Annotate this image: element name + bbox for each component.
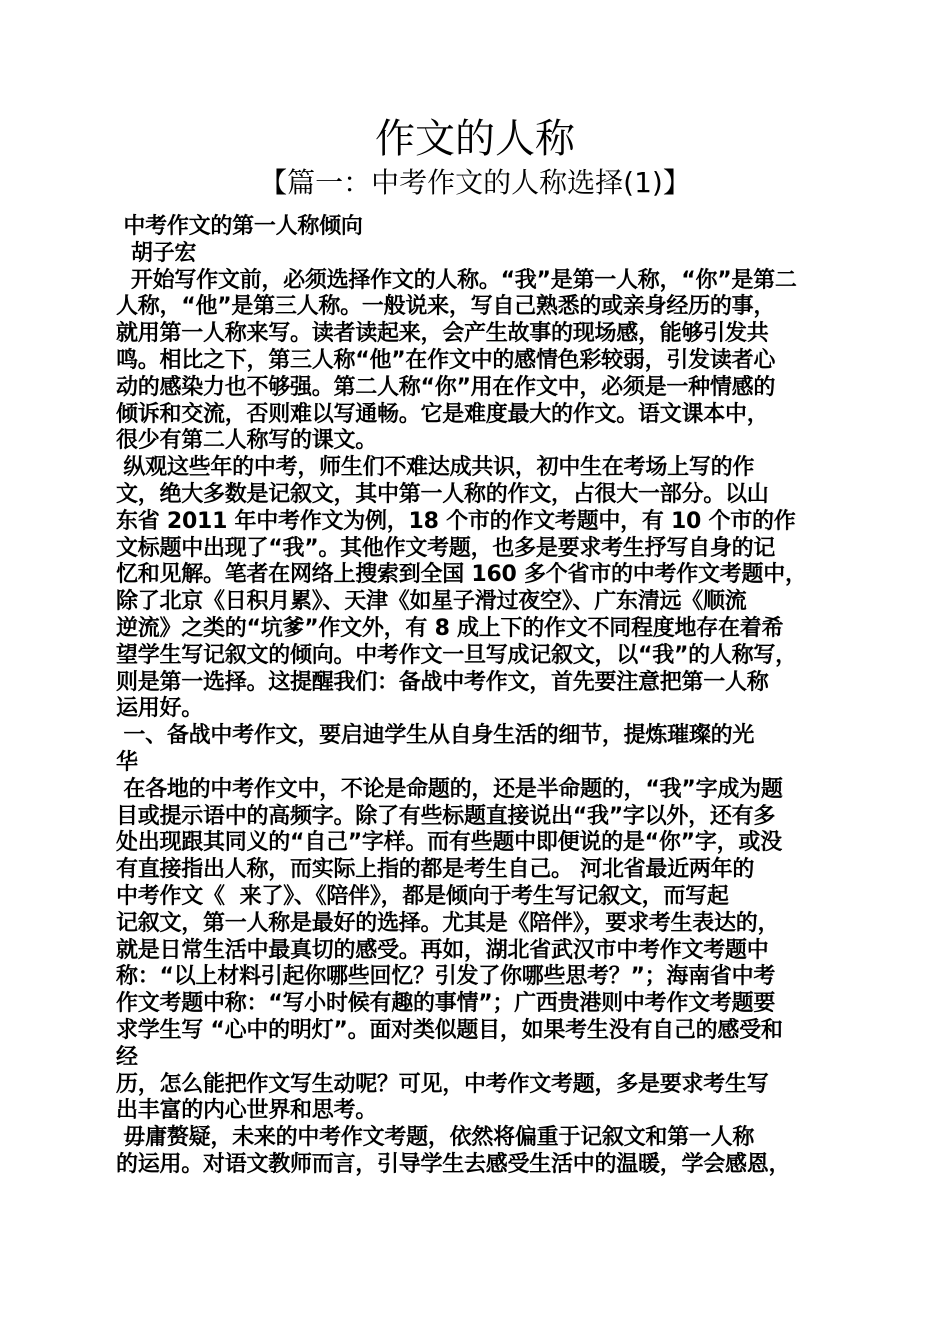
text-line: 则是第一选择。这提醒我们：备战中考作文，首先要注意把第一人称	[116, 669, 769, 695]
text-line: 一、备战中考作文，要启迪学生从自身生活的细节，提炼璀璨的光	[116, 723, 755, 749]
text-line: 胡子宏	[116, 240, 197, 266]
text-line: 人称，“他”是第三人称。一般说来，写自己熟悉的或亲身经历的事，	[116, 294, 776, 320]
text-line: 纵观这些年的中考，师生们不难达成共识，初中生在考场上写的作	[116, 455, 755, 481]
text-line: 称：“以上材料引起你哪些回忆？引发了你哪些思考？”；海南省中考	[116, 964, 776, 990]
text-line: 的运用。对语文教师而言，引导学生去感受生活中的温暖，学会感恩，	[116, 1151, 791, 1177]
text-line: 动的感染力也不够强。第二人称“你”用在作文中，必须是一种情感的	[116, 374, 776, 400]
text-line: 中考作文的第一人称倾向	[116, 214, 363, 239]
text-line: 就是日常生活中最真切的感受。再如，湖北省武汉市中考作文考题中	[116, 937, 769, 963]
document-title: 作文的人称	[375, 116, 575, 162]
text-line: 作文考题中称：“写小时候有趣的事情”；广西贵港则中考作文考题要	[116, 991, 776, 1017]
text-line: 逆流》之类的“坑爹”作文外，有 8 成上下的作文不同程度地存在着希	[116, 615, 784, 641]
text-line: 求学生写 “心中的明灯”。面对类似题目，如果考生没有自己的感受和	[116, 1017, 783, 1043]
text-line: 记叙文，第一人称是最好的选择。尤其是《陪伴》，要求考生表达的，	[116, 910, 780, 936]
text-line: 文标题中出现了“我”。其他作文考题，也多是要求考生抒写自身的记	[116, 535, 776, 561]
text-line: 倾诉和交流，否则难以写通畅。它是难度最大的作文。语文课本中，	[116, 401, 769, 427]
text-line: 东省 2011 年中考作文为例，18 个市的作文考题中，有 10 个市的作	[116, 508, 796, 534]
text-line: 除了北京《日积月累》、天津《如星子滑过夜空》、广东清远《顺流	[116, 589, 747, 615]
text-line: 中考作文《 来了》、《陪伴》，都是倾向于考生写记叙文，而写起	[116, 883, 729, 909]
text-line: 华	[116, 749, 138, 775]
text-line: 出丰富的内心世界和思考。	[116, 1098, 378, 1124]
text-line: 经	[116, 1044, 138, 1070]
text-line: 就用第一人称来写。读者读起来，会产生故事的现场感，能够引发共	[116, 321, 769, 347]
text-line: 运用好。	[116, 696, 204, 722]
text-line: 忆和见解。笔者在网络上搜索到全国 160 多个省市的中考作文考题中，	[116, 562, 807, 588]
document-body	[116, 214, 856, 1179]
text-line: 在各地的中考作文中，不论是命题的，还是半命题的，“我”字成为题	[116, 776, 783, 802]
text-line: 目或提示语中的高频字。除了有些标题直接说出“我”字以外，还有多	[116, 803, 776, 829]
text-line: 毋庸赘疑，未来的中考作文考题，依然将偏重于记叙文和第一人称	[116, 1125, 755, 1151]
document-subtitle: 【篇一：中考作文的人称选择(1)】	[259, 166, 691, 199]
text-line: 文，绝大多数是记叙文，其中第一人称的作文，占很大一部分。以山	[116, 481, 769, 507]
text-line: 望学生写记叙文的倾向。中考作文一旦写成记叙文，以“我”的人称写，	[116, 642, 797, 668]
text-line: 有直接指出人称，而实际上指的都是考生自己。 河北省最近两年的	[116, 857, 755, 883]
text-line: 处出现跟其同义的“自己”字样。而有些题中即便说的是“你”字，或没	[116, 830, 782, 856]
text-line: 很少有第二人称写的课文。	[116, 428, 378, 454]
text-line: 历，怎么能把作文写生动呢？可见，中考作文考题，多是要求考生写	[116, 1071, 769, 1097]
text-line: 开始写作文前，必须选择作文的人称。“我”是第一人称，“你”是第二	[116, 267, 797, 293]
text-line: 鸣。相比之下，第三人称“他”在作文中的感情色彩较弱，引发读者心	[116, 347, 776, 373]
